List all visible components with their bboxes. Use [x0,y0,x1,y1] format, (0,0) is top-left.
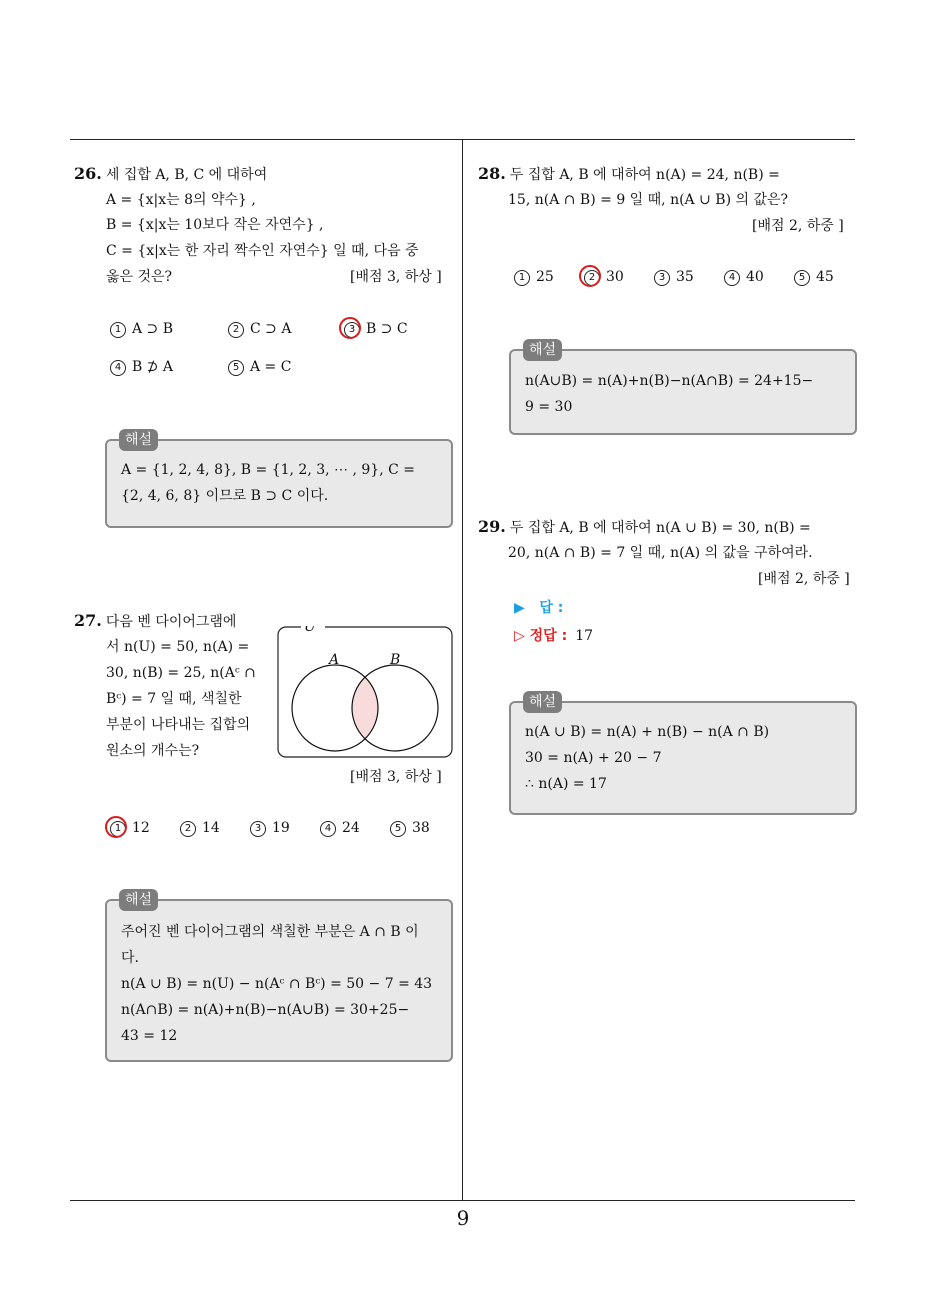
choice-number: 5 [794,270,810,286]
choice-text: 14 [202,820,220,836]
score-tag: [배점 3, 하상 ] [350,269,442,285]
choice-4[interactable] [724,266,764,288]
explanation-line: {2, 4, 6, 8} 이므로 B ⊃ C 이다. [121,488,329,504]
outline-play-icon: ▷ [514,628,525,644]
explanation-label: 해설 [119,889,158,911]
question-number: 28. [478,164,506,183]
explanation-box [509,342,857,435]
set-b-label: B [390,652,401,668]
choice-text: B ⊃ C [366,321,408,337]
answer-mark [579,265,601,287]
choice-number: 2 [584,270,600,286]
choice-text: 40 [746,269,764,285]
correct-answer-row [514,625,593,647]
choice-2[interactable] [228,318,291,340]
choice-number: 4 [320,821,336,837]
explanation-box [509,694,857,815]
question-text: 다음 벤 다이어그램에 [105,614,237,630]
question-text: 원소의 개수는? [106,743,200,759]
column-divider [462,139,463,1201]
explanation-line: 다. [121,950,139,966]
explanation-box [105,432,453,528]
answer-mark [339,317,361,339]
explanation-box [105,892,453,1062]
question-text: 두 집합 A, B 에 대하여 n(A ∪ B) = 30, n(B) = [509,520,811,536]
explanation-line: 주어진 벤 다이어그램의 색칠한 부분은 A ∩ B 이 [121,924,419,940]
question-text: Bᶜ) = 7 일 때, 색칠한 [106,691,242,707]
bottom-rule [70,1200,855,1201]
explanation-line: n(A ∪ B) = n(A) + n(B) − n(A ∩ B) [525,724,770,740]
question-text: 30, n(B) = 25, n(Aᶜ ∩ [106,665,256,681]
choice-text: A = C [250,359,292,375]
question-text: 두 집합 A, B 에 대하여 n(A) = 24, n(B) = [509,167,780,183]
choice-2[interactable] [180,817,220,839]
answer-mark [105,816,127,838]
explanation-line: n(A∩B) = n(A)+n(B)−n(A∪B) = 30+25− [121,1002,410,1018]
venn-diagram [277,626,453,758]
correct-label: 정답 : [529,628,568,644]
score-tag: [배점 2, 하중 ] [752,218,844,234]
choice-1[interactable] [514,266,554,288]
question-number: 29. [478,517,506,536]
score-tag: [배점 3, 하상 ] [350,769,442,785]
choice-text: 45 [816,269,834,285]
question-text: 옳은 것은? [106,269,173,285]
question-text: A = {x|x는 8의 약수} , [106,192,256,208]
choice-4[interactable] [320,817,360,839]
play-icon: ▶ [514,600,525,616]
explanation-line: n(A∪B) = n(A)+n(B)−n(A∩B) = 24+15− [525,373,814,389]
choice-number: 5 [390,821,406,837]
question-text: B = {x|x는 10보다 작은 자연수} , [106,217,324,233]
choice-number: 3 [250,821,266,837]
choice-number: 3 [654,270,670,286]
choice-3[interactable] [654,266,694,288]
question-text: 서 n(U) = 50, n(A) = [106,639,250,655]
answer-label: 답 : [539,600,564,616]
score-tag: [배점 2, 하중 ] [758,571,850,587]
choice-text: 35 [676,269,694,285]
explanation-line: n(A ∪ B) = n(U) − n(Aᶜ ∩ Bᶜ) = 50 − 7 = 43 [121,976,433,992]
set-a-label: A [329,652,340,668]
choice-5[interactable] [390,817,430,839]
choice-text: 38 [412,820,430,836]
choice-number: 4 [110,360,126,376]
explanation-line: A = {1, 2, 4, 8}, B = {1, 2, 3, ⋯ , 9}, C = [121,462,415,478]
explanation-line: 9 = 30 [525,399,573,415]
question-text: 15, n(A ∩ B) = 9 일 때, n(A ∪ B) 의 값은? [508,192,789,208]
question-number: 27. [74,611,102,630]
choice-5[interactable] [228,356,291,378]
choice-number: 1 [110,821,126,837]
choice-number: 4 [724,270,740,286]
choice-number: 2 [180,821,196,837]
universe-label: U [304,626,316,635]
question-text: 부분이 나타내는 집합의 [106,717,251,733]
choice-number: 5 [228,360,244,376]
explanation-line: 30 = n(A) + 20 − 7 [525,750,662,766]
explanation-label: 해설 [523,691,562,713]
choice-1[interactable] [110,318,173,340]
choice-text: 30 [606,269,624,285]
explanation-line: ∴ n(A) = 17 [525,776,607,792]
correct-value: 17 [575,628,594,644]
question-text: 세 집합 A, B, C 에 대하여 [105,167,268,183]
choice-number: 3 [344,322,360,338]
question-text: 20, n(A ∩ B) = 7 일 때, n(A) 의 값을 구하여라. [508,545,813,561]
explanation-label: 해설 [119,429,158,451]
choice-text: B ⊅ A [132,359,174,375]
choice-text: A ⊃ B [132,321,174,337]
choice-text: C ⊃ A [250,321,292,337]
choice-text: 24 [342,820,360,836]
choice-4[interactable] [110,356,173,378]
answer-row [514,597,563,619]
choice-3[interactable] [250,817,290,839]
choice-text: 25 [536,269,554,285]
choice-5[interactable] [794,266,834,288]
choice-text: 19 [272,820,290,836]
explanation-line: 43 = 12 [121,1028,178,1044]
choice-number: 1 [514,270,530,286]
explanation-label: 해설 [523,339,562,361]
question-text: C = {x|x는 한 자리 짝수인 자연수} 일 때, 다음 중 [106,243,419,259]
choice-number: 1 [110,322,126,338]
choice-text: 12 [132,820,150,836]
page-number: 9 [456,1206,470,1230]
question-number: 26. [74,164,102,183]
choice-number: 2 [228,322,244,338]
